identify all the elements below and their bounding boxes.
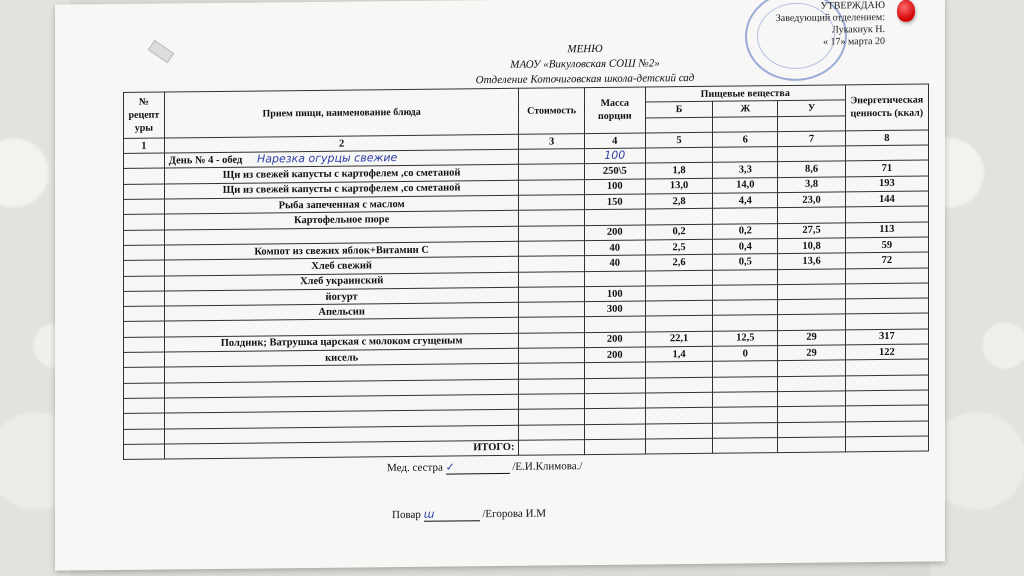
cell-mass: 40: [584, 255, 645, 271]
cell-zh: 0,4: [713, 239, 778, 255]
cell-empty: [519, 271, 584, 287]
cell-empty: [519, 225, 584, 241]
cell-b: 2,8: [645, 193, 712, 209]
cell-name: Картофельное пюре: [164, 211, 519, 230]
cell-zh: [713, 284, 778, 300]
col-header-nutrients: Пищевые вещества: [645, 85, 845, 102]
cell-empty: [519, 241, 584, 257]
cook-signature: [392, 507, 546, 523]
cell-name: Щи из свежей капусты с картофелем ,со сметаной: [164, 180, 519, 199]
cell-zh: [713, 208, 778, 224]
cook-signature-scribble: ɯ: [423, 507, 435, 521]
cell-b: [645, 209, 712, 225]
white-pushpin-icon: [148, 40, 175, 63]
branch-name: Отделение Коточиговская школа-детский сад: [475, 71, 695, 87]
cell-zh: 0,2: [713, 223, 778, 239]
cell-zh: 14,0: [713, 177, 778, 193]
day-label: День № 4 - обед: [168, 155, 243, 167]
cell-zh: 3,3: [713, 162, 778, 178]
nurse-signature: [387, 459, 583, 475]
cell-u: [778, 299, 845, 315]
col-header-energy: Энергетическая ценность (ккал): [845, 84, 928, 131]
total-label: ИТОГО:: [164, 440, 519, 459]
cell-u: 29: [778, 330, 845, 346]
red-pushpin-icon: [897, 0, 915, 22]
cell-empty: [124, 276, 165, 292]
cell-u: 8,6: [778, 161, 845, 177]
cell-u: 10,8: [778, 238, 845, 254]
col-num-7: 7: [778, 131, 845, 147]
cell-b: [645, 300, 712, 316]
cell-kcal: [845, 283, 928, 299]
cell-mass: 40: [584, 240, 645, 256]
cell-kcal: 72: [845, 252, 928, 268]
col-num-6: 6: [713, 131, 778, 147]
col-header-zh: Ж: [713, 101, 778, 117]
cell-mass: 100: [584, 286, 645, 302]
approval-title: УТВЕРЖДАЮ: [820, 0, 885, 12]
cell-b: 0,2: [645, 224, 712, 240]
cook-label: Повар: [392, 508, 421, 522]
cell-empty: [519, 164, 584, 180]
cell-empty: [124, 321, 165, 337]
col-num-1: 1: [124, 138, 165, 154]
cell-kcal: [845, 313, 928, 329]
cell-b: 13,0: [645, 178, 712, 194]
cell-name: йогурт: [164, 287, 519, 306]
cell-name: Хлеб свежий: [164, 257, 519, 276]
cell-empty: [124, 199, 165, 215]
cell-b: 2,5: [645, 239, 712, 255]
page-title: МЕНЮ: [567, 42, 603, 56]
cell-u: 3,8: [778, 177, 845, 193]
cell-u: [778, 207, 845, 223]
cell-mass: [584, 271, 645, 287]
cell-name: Полдник; Ватрушка царская с молоком сгущеным: [164, 333, 519, 352]
menu-table: [123, 84, 929, 461]
approval-line-3: « 17» марта 20: [823, 35, 885, 48]
cell-mass: 250\5: [584, 163, 645, 179]
cell-name: Хлеб украинский: [164, 272, 519, 291]
cell-b: [645, 316, 712, 332]
cell-b: 1,8: [645, 163, 712, 179]
cell-empty: [124, 260, 165, 276]
approval-block: [776, 0, 885, 49]
col-num-4: 4: [584, 133, 645, 149]
cell-kcal: [845, 206, 928, 222]
cell-u: 23,0: [778, 192, 845, 208]
handwritten-dish: Нарезка огурцы свежие: [257, 151, 398, 166]
cell-mass: 300: [584, 301, 645, 317]
cell-empty: [519, 179, 584, 195]
nurse-label: Мед. сестра: [387, 461, 443, 475]
cell-mass: 200: [584, 347, 645, 363]
cell-empty: [124, 352, 165, 368]
cell-empty: [124, 184, 165, 200]
cell-empty: [519, 302, 584, 318]
col-num-5: 5: [645, 132, 712, 148]
col-header-u: У: [778, 100, 845, 116]
col-header-name: Прием пищи, наименование блюда: [164, 88, 519, 138]
menu-rows: [124, 160, 929, 367]
cell-zh: [713, 269, 778, 285]
col-num-2: 2: [164, 134, 519, 153]
col-header-cost: Стоимость: [519, 88, 584, 135]
cell-u: 27,5: [778, 223, 845, 239]
col-num-8: 8: [845, 130, 928, 146]
cell-empty: [124, 214, 165, 230]
cell-name: Компот из свежих яблок+Витамин С: [164, 241, 519, 260]
cell-zh: 4,4: [713, 193, 778, 209]
cell-kcal: 317: [845, 329, 928, 345]
cell-u: 29: [778, 345, 845, 361]
nurse-name: /Е.И.Климова./: [512, 460, 583, 473]
cell-empty: [124, 230, 165, 246]
cell-kcal: [845, 268, 928, 284]
cell-empty: [519, 317, 584, 333]
cell-mass: 200: [584, 332, 645, 348]
cell-empty: [519, 332, 584, 348]
cell-kcal: 144: [845, 191, 928, 207]
cell-name: Апельсин: [164, 302, 519, 321]
col-header-b: Б: [645, 102, 712, 118]
cell-b: [645, 270, 712, 286]
cell-u: [778, 284, 845, 300]
cell-name: кисель: [164, 348, 519, 367]
cell-empty: [124, 245, 165, 261]
cell-mass: [584, 316, 645, 332]
cell-mass: 100: [584, 179, 645, 195]
cell-u: [778, 268, 845, 284]
menu-sheet: [55, 0, 945, 571]
cell-b: 1,4: [645, 346, 712, 362]
cell-name: Рыба запеченная с маслом: [164, 195, 519, 214]
cell-zh: [713, 315, 778, 331]
cell-name: Щи из свежей капусты с картофелем ,со сметаной: [164, 165, 519, 184]
col-header-num: № рецепт уры: [124, 92, 165, 138]
cell-mass: 150: [584, 194, 645, 210]
cell-zh: 12,5: [713, 330, 778, 346]
cell-zh: 0,5: [713, 254, 778, 270]
cell-kcal: 71: [845, 160, 928, 176]
nurse-signature-scribble: ✓: [445, 460, 455, 474]
cell-empty: [519, 348, 584, 364]
cell-empty: [519, 210, 584, 226]
approval-line-1: Заведующий отделением:: [775, 11, 885, 25]
cell-empty: [124, 169, 165, 185]
cell-mass: 200: [584, 225, 645, 241]
cell-empty: [519, 195, 584, 211]
cell-b: 2,6: [645, 255, 712, 271]
handwritten-mass: 100: [604, 149, 626, 163]
cell-kcal: [845, 298, 928, 314]
cell-empty: [519, 286, 584, 302]
cell-empty: [124, 337, 165, 353]
cell-kcal: 122: [845, 344, 928, 360]
cell-kcal: 59: [845, 237, 928, 253]
cell-zh: 0: [713, 346, 778, 362]
col-num-3: 3: [519, 134, 584, 150]
cell-u: 13,6: [778, 253, 845, 269]
cell-zh: [713, 300, 778, 316]
cell-b: 22,1: [645, 331, 712, 347]
cell-mass: [584, 209, 645, 225]
cell-kcal: 193: [845, 176, 928, 192]
cell-kcal: 113: [845, 222, 928, 238]
cell-empty: [519, 256, 584, 272]
cell-u: [778, 314, 845, 330]
col-header-mass: Масса порции: [584, 87, 645, 134]
cell-empty: [124, 291, 165, 307]
approval-line-2: Лукакиук Н.: [832, 23, 885, 36]
cell-b: [645, 285, 712, 301]
cook-name: /Егорова И.М: [482, 507, 547, 521]
cell-empty: [124, 306, 165, 322]
school-name: МАОУ «Викуловская СОШ №2»: [510, 57, 660, 71]
